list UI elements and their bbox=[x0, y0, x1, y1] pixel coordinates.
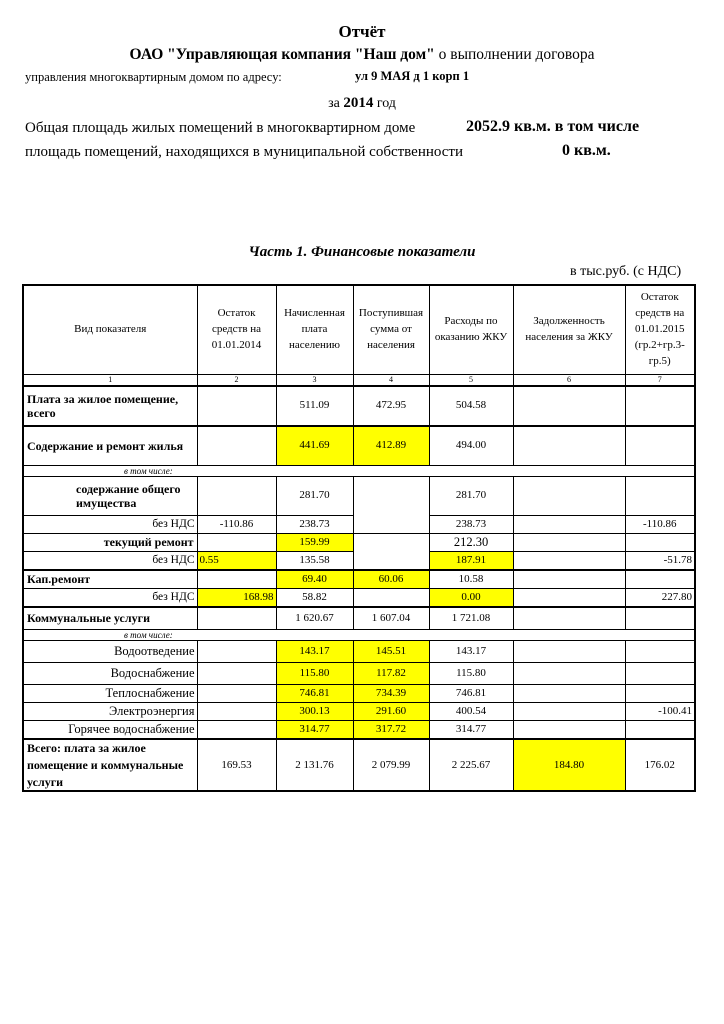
row-label: Водоотведение bbox=[23, 641, 197, 663]
cell: 10.58 bbox=[429, 570, 513, 589]
cell: 115.80 bbox=[429, 663, 513, 685]
cell bbox=[513, 552, 625, 571]
cell bbox=[197, 685, 276, 703]
cell bbox=[625, 685, 695, 703]
cell bbox=[353, 477, 429, 534]
cell bbox=[513, 641, 625, 663]
cell bbox=[513, 570, 625, 589]
cell bbox=[197, 607, 276, 630]
cell bbox=[353, 589, 429, 608]
cell bbox=[197, 703, 276, 721]
cell bbox=[197, 534, 276, 552]
cell: 159.99 bbox=[276, 534, 353, 552]
cell: 472.95 bbox=[353, 386, 429, 426]
row-label: Кап.ремонт bbox=[23, 570, 197, 589]
row-label: Коммунальные услуги bbox=[23, 607, 197, 630]
row-label: Всего: плата за жилое помещение и коммунальные услуги bbox=[23, 739, 197, 791]
cell: 281.70 bbox=[276, 477, 353, 516]
cell: 168.98 bbox=[197, 589, 276, 608]
col-number: 6 bbox=[513, 375, 625, 387]
cell: 115.80 bbox=[276, 663, 353, 685]
cell: 2 131.76 bbox=[276, 739, 353, 791]
col-number: 5 bbox=[429, 375, 513, 387]
cell: 314.77 bbox=[429, 721, 513, 740]
cell bbox=[513, 534, 625, 552]
cell: 58.82 bbox=[276, 589, 353, 608]
cell bbox=[353, 534, 429, 571]
cell: 511.09 bbox=[276, 386, 353, 426]
cell: 746.81 bbox=[276, 685, 353, 703]
org-name: ОАО "Управляющая компания "Наш дом" bbox=[129, 46, 435, 63]
cell bbox=[625, 386, 695, 426]
cell: 746.81 bbox=[429, 685, 513, 703]
cell: -51.78 bbox=[625, 552, 695, 571]
table-row bbox=[23, 570, 695, 589]
row-label: Горячее водоснабжение bbox=[23, 721, 197, 740]
cell: 169.53 bbox=[197, 739, 276, 791]
row-label: без НДС bbox=[23, 589, 197, 608]
row-label: без НДС bbox=[23, 552, 197, 571]
table-row bbox=[23, 426, 695, 466]
row-label: Электроэнергия bbox=[23, 703, 197, 721]
cell bbox=[625, 607, 695, 630]
cell: 291.60 bbox=[353, 703, 429, 721]
cell: 143.17 bbox=[429, 641, 513, 663]
report-year bbox=[0, 95, 724, 112]
cell: 494.00 bbox=[429, 426, 513, 466]
incl-label: в том числе: bbox=[23, 466, 695, 477]
cell: 145.51 bbox=[353, 641, 429, 663]
incl-label: в том числе: bbox=[23, 630, 695, 641]
cell: 0.55 bbox=[197, 552, 276, 571]
table-row bbox=[23, 739, 695, 791]
cell bbox=[513, 589, 625, 608]
col-number: 3 bbox=[276, 375, 353, 387]
cell bbox=[513, 607, 625, 630]
cell bbox=[197, 477, 276, 516]
cell bbox=[513, 386, 625, 426]
cell bbox=[513, 426, 625, 466]
cell: 400.54 bbox=[429, 703, 513, 721]
cell bbox=[625, 641, 695, 663]
header-received: Поступившая сумма от населения bbox=[353, 285, 429, 375]
col-number: 2 bbox=[197, 375, 276, 387]
cell: 317.72 bbox=[353, 721, 429, 740]
table-row bbox=[23, 630, 695, 641]
table-row bbox=[23, 721, 695, 740]
cell bbox=[625, 721, 695, 740]
header-charged: Начисленная плата населению bbox=[276, 285, 353, 375]
table-row bbox=[23, 386, 695, 426]
cell: 187.91 bbox=[429, 552, 513, 571]
cell bbox=[625, 477, 695, 516]
cell: -100.41 bbox=[625, 703, 695, 721]
cell: 184.80 bbox=[513, 739, 625, 791]
row-label: Водоснабжение bbox=[23, 663, 197, 685]
table-row bbox=[23, 534, 695, 552]
column-number-row bbox=[23, 375, 695, 387]
header-balance-end: Остаток средств на 01.01.2015 (гр.2+гр.3-гр.5) bbox=[625, 285, 695, 375]
cell: 441.69 bbox=[276, 426, 353, 466]
cell: 300.13 bbox=[276, 703, 353, 721]
year-prefix: за bbox=[328, 96, 344, 111]
cell bbox=[513, 663, 625, 685]
cell: 1 607.04 bbox=[353, 607, 429, 630]
cell: 2 225.67 bbox=[429, 739, 513, 791]
total-area-value: 2052.9 кв.м. в том числе bbox=[466, 118, 640, 135]
year-value: 2014 bbox=[343, 95, 374, 111]
org-suffix: о выполнении договора bbox=[434, 46, 595, 63]
header-expenses: Расходы по оказанию ЖКУ bbox=[429, 285, 513, 375]
table-row bbox=[23, 703, 695, 721]
header-balance-start: Остаток средств на 01.01.2014 bbox=[197, 285, 276, 375]
cell: 176.02 bbox=[625, 739, 695, 791]
report-org-line bbox=[0, 46, 724, 64]
cell: 238.73 bbox=[276, 516, 353, 534]
col-number: 1 bbox=[23, 375, 197, 387]
cell: -110.86 bbox=[625, 516, 695, 534]
cell: 143.17 bbox=[276, 641, 353, 663]
cell: 314.77 bbox=[276, 721, 353, 740]
cell bbox=[197, 641, 276, 663]
cell: -110.86 bbox=[197, 516, 276, 534]
cell: 60.06 bbox=[353, 570, 429, 589]
col-number: 4 bbox=[353, 375, 429, 387]
cell: 212.30 bbox=[429, 534, 513, 552]
cell: 281.70 bbox=[429, 477, 513, 516]
row-label: текущий ремонт bbox=[23, 534, 197, 552]
table-row bbox=[23, 607, 695, 630]
cell: 2 079.99 bbox=[353, 739, 429, 791]
table-row bbox=[23, 663, 695, 685]
cell: 238.73 bbox=[429, 516, 513, 534]
municipal-area-label: площадь помещений, находящихся в муниципальной собственности bbox=[25, 144, 463, 160]
cell bbox=[513, 703, 625, 721]
section-title: Часть 1. Финансовые показатели bbox=[248, 244, 476, 260]
header-row bbox=[23, 285, 695, 375]
cell bbox=[197, 721, 276, 740]
row-label: содержание общего имущества bbox=[23, 477, 197, 516]
cell: 412.89 bbox=[353, 426, 429, 466]
address-label: управления многоквартирным домом по адресу: bbox=[25, 70, 282, 84]
year-suffix: год bbox=[373, 96, 396, 111]
financial-table bbox=[22, 284, 696, 792]
cell: 0.00 bbox=[429, 589, 513, 608]
cell: 1 721.08 bbox=[429, 607, 513, 630]
total-area-label: Общая площадь жилых помещений в многоквартирном доме bbox=[25, 120, 416, 136]
cell: 117.82 bbox=[353, 663, 429, 685]
cell bbox=[197, 663, 276, 685]
cell bbox=[625, 426, 695, 466]
address-value: ул 9 МАЯ д 1 корп 1 bbox=[355, 69, 470, 83]
cell bbox=[197, 426, 276, 466]
cell bbox=[513, 721, 625, 740]
cell: 504.58 bbox=[429, 386, 513, 426]
currency-unit: в тыс.руб. (с НДС) bbox=[570, 264, 682, 279]
cell bbox=[625, 570, 695, 589]
header-indicator: Вид показателя bbox=[23, 285, 197, 375]
cell bbox=[513, 477, 625, 516]
col-number: 7 bbox=[625, 375, 695, 387]
table-row bbox=[23, 641, 695, 663]
cell bbox=[513, 685, 625, 703]
cell bbox=[197, 570, 276, 589]
cell: 135.58 bbox=[276, 552, 353, 571]
report-title: Отчёт bbox=[338, 22, 386, 41]
table-row bbox=[23, 477, 695, 516]
table-row bbox=[23, 685, 695, 703]
header-debt: Задолженность населения за ЖКУ bbox=[513, 285, 625, 375]
cell bbox=[197, 386, 276, 426]
row-label: Плата за жилое помещение, всего bbox=[23, 386, 197, 426]
table-row bbox=[23, 589, 695, 608]
cell: 1 620.67 bbox=[276, 607, 353, 630]
cell bbox=[625, 663, 695, 685]
cell: 227.80 bbox=[625, 589, 695, 608]
cell: 734.39 bbox=[353, 685, 429, 703]
table-row bbox=[23, 466, 695, 477]
cell bbox=[625, 534, 695, 552]
cell bbox=[513, 516, 625, 534]
row-label: Теплоснабжение bbox=[23, 685, 197, 703]
row-label: без НДС bbox=[23, 516, 197, 534]
row-label: Содержание и ремонт жилья bbox=[23, 426, 197, 466]
cell: 69.40 bbox=[276, 570, 353, 589]
municipal-area-value: 0 кв.м. bbox=[562, 142, 611, 159]
